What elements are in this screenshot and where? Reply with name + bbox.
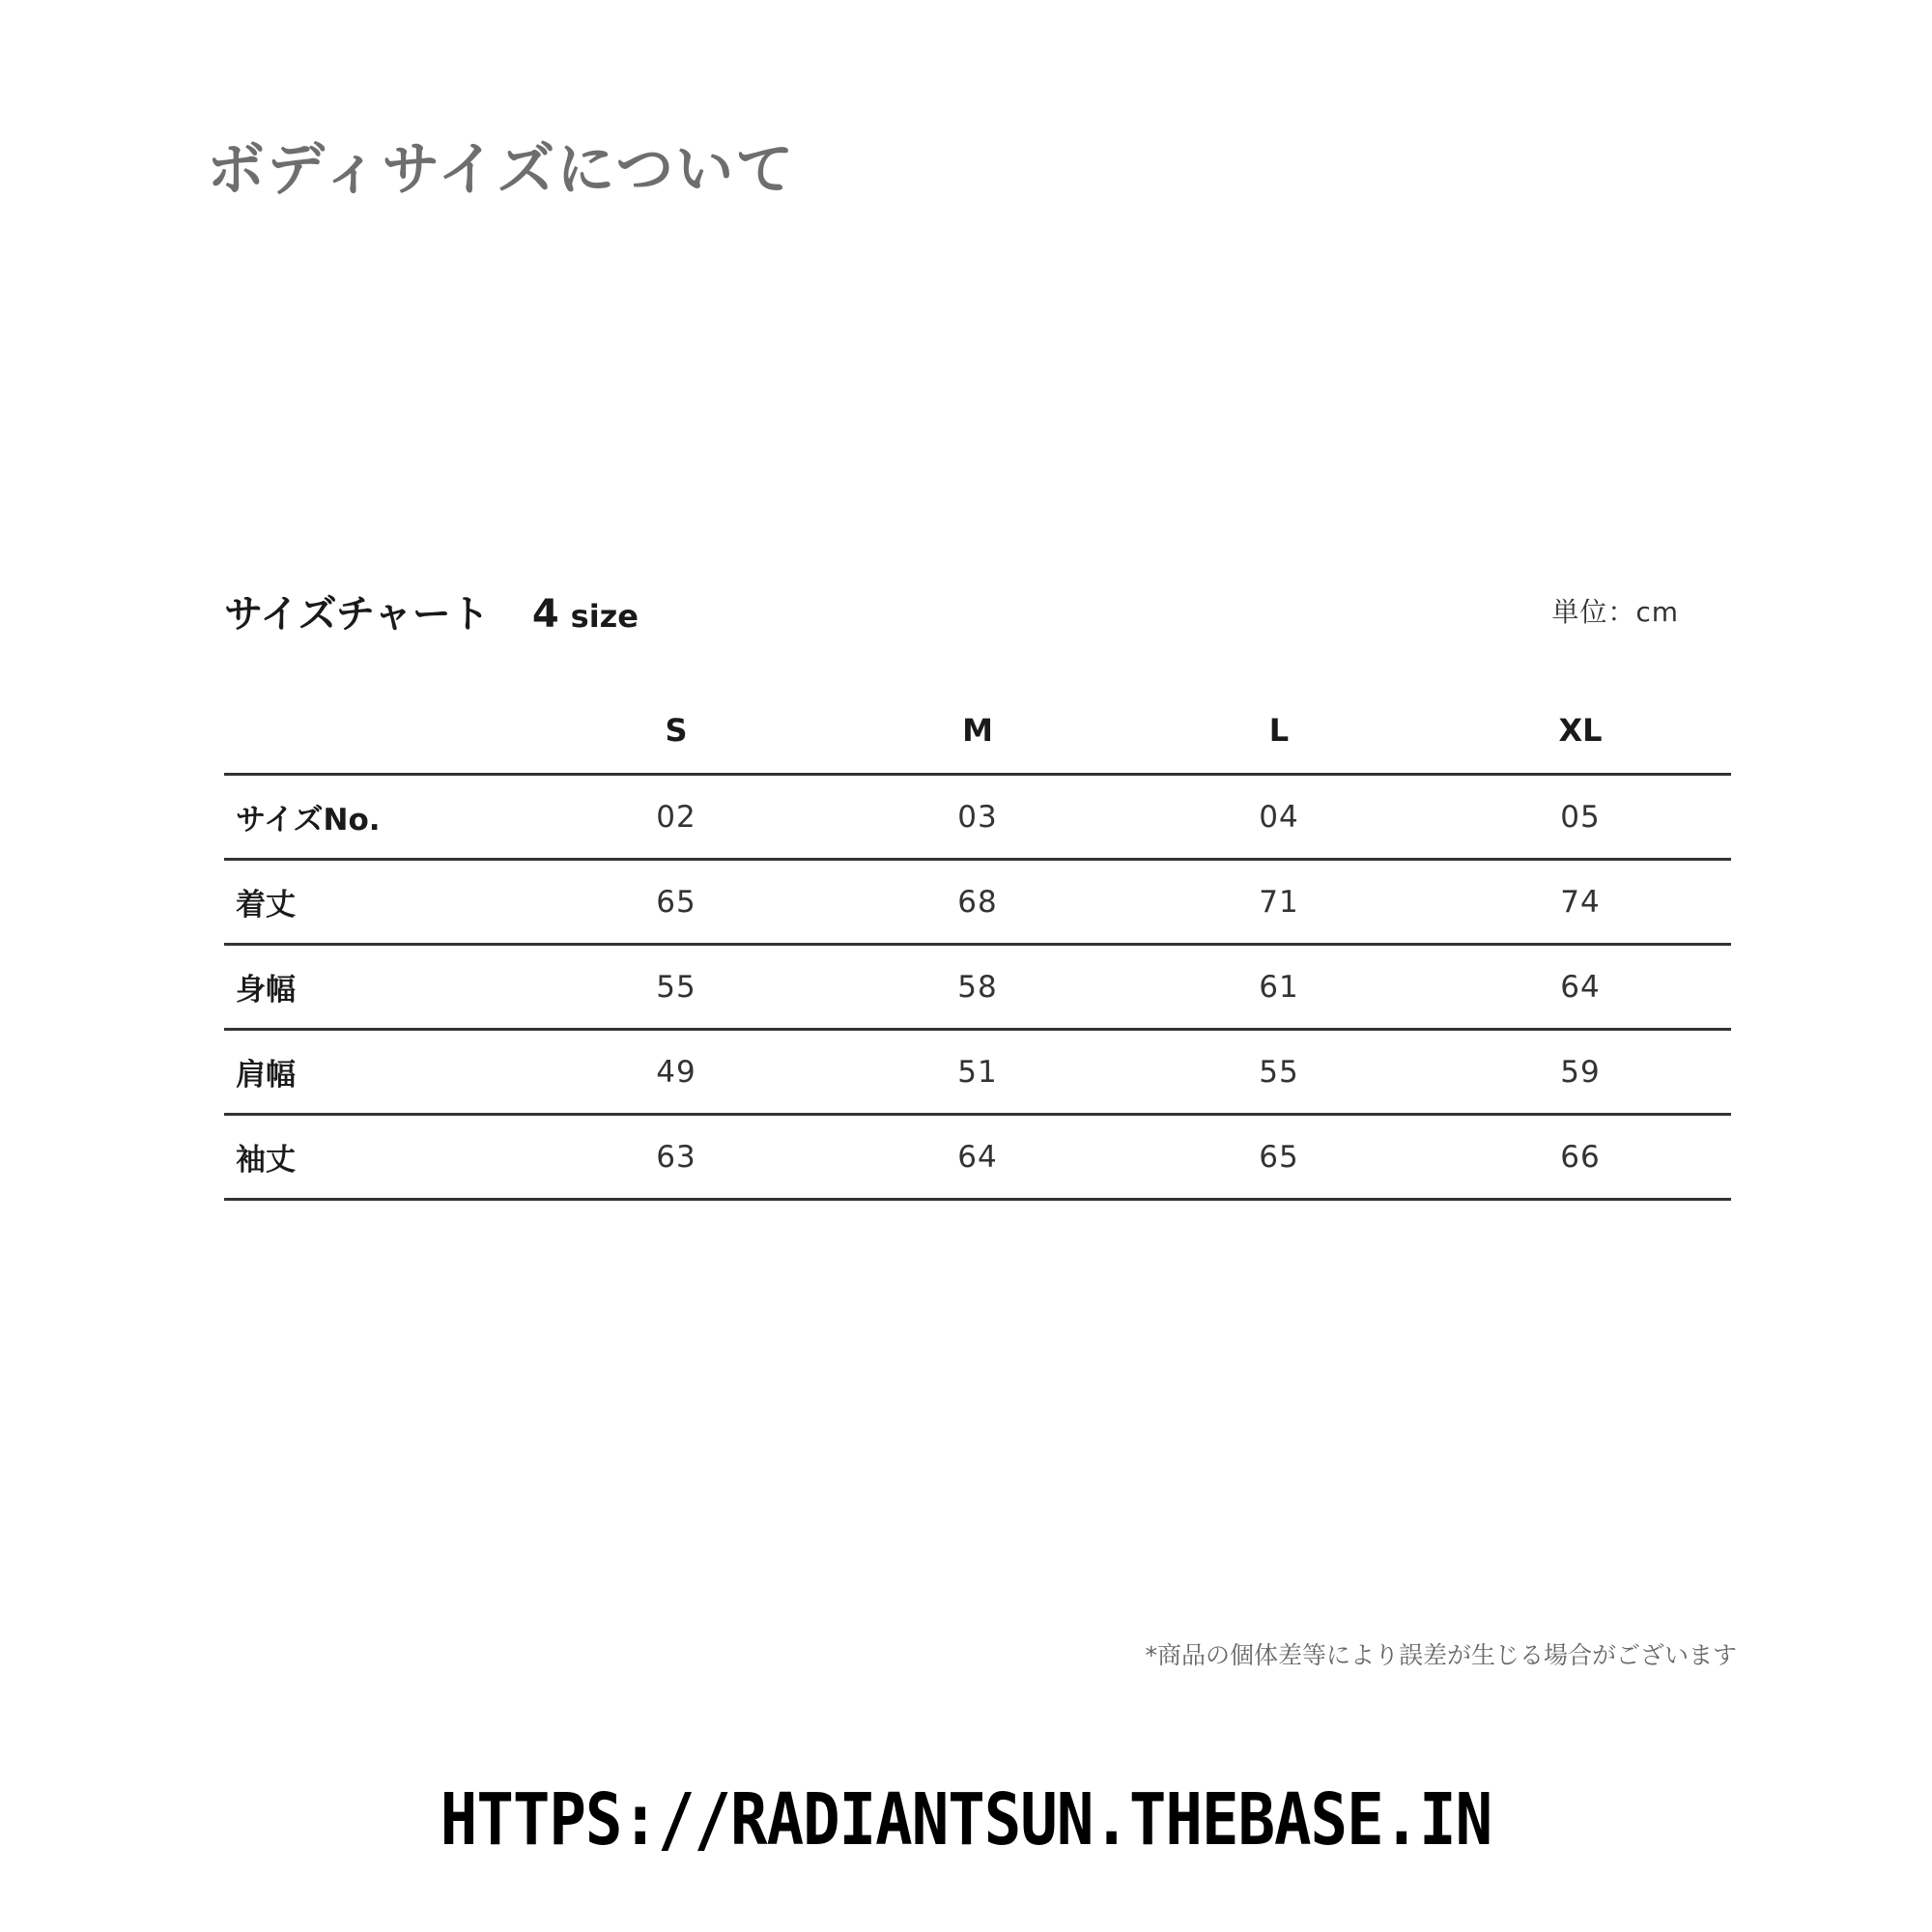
size-chart-label: サイズチャート xyxy=(224,592,490,637)
table-header-row xyxy=(224,688,1731,775)
table-cell: 03 xyxy=(827,775,1128,860)
header-size-s: S xyxy=(526,688,827,775)
table-cell: 55 xyxy=(526,945,827,1030)
unit-label: 単位：cm xyxy=(1551,596,1679,628)
table-cell: 64 xyxy=(1430,945,1731,1030)
row-label-shoulder-width: 肩幅 xyxy=(224,1030,526,1115)
table-cell: 59 xyxy=(1430,1030,1731,1115)
size-word: size xyxy=(570,598,639,635)
table-cell: 55 xyxy=(1128,1030,1430,1115)
table-cell: 64 xyxy=(827,1115,1128,1200)
table-cell: 61 xyxy=(1128,945,1430,1030)
table-cell: 65 xyxy=(526,860,827,945)
row-label-length: 着丈 xyxy=(224,860,526,945)
size-chart-title xyxy=(224,583,639,639)
site-url: HTTPS://RADIANTSUN.THEBASE.IN xyxy=(440,1779,1492,1862)
table-row xyxy=(224,1115,1731,1200)
page-title: ボディサイズについて xyxy=(207,136,796,204)
size-count: 4 xyxy=(531,592,559,637)
table-cell: 66 xyxy=(1430,1115,1731,1200)
header-size-xl: XL xyxy=(1430,688,1731,775)
table-cell: 02 xyxy=(526,775,827,860)
table-cell: 71 xyxy=(1128,860,1430,945)
table-row xyxy=(224,775,1731,860)
table-cell: 51 xyxy=(827,1030,1128,1115)
row-label-size-no: サイズNo. xyxy=(224,775,526,860)
table-row xyxy=(224,1030,1731,1115)
table-cell: 04 xyxy=(1128,775,1430,860)
header-size-l: L xyxy=(1128,688,1430,775)
table-row xyxy=(224,945,1731,1030)
table-cell: 05 xyxy=(1430,775,1731,860)
table-row xyxy=(224,860,1731,945)
table-cell: 63 xyxy=(526,1115,827,1200)
row-label-body-width: 身幅 xyxy=(224,945,526,1030)
header-size-m: M xyxy=(827,688,1128,775)
table-cell: 65 xyxy=(1128,1115,1430,1200)
table-cell: 49 xyxy=(526,1030,827,1115)
row-label-sleeve-length: 袖丈 xyxy=(224,1115,526,1200)
disclaimer-note: *商品の個体差等により誤差が生じる場合がございます xyxy=(1145,1641,1737,1669)
table-cell: 74 xyxy=(1430,860,1731,945)
size-table xyxy=(224,688,1731,1201)
header-blank xyxy=(224,688,526,775)
table-cell: 68 xyxy=(827,860,1128,945)
table-cell: 58 xyxy=(827,945,1128,1030)
